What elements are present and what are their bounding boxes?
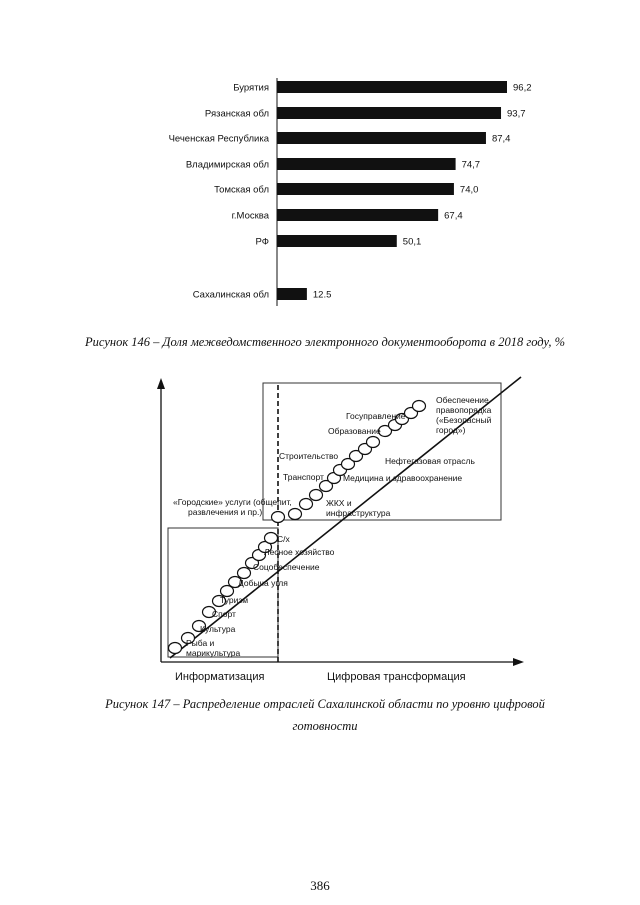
label-pravoporyadok-3: («Безопасный: [436, 415, 492, 425]
axis-label-informatization: Информатизация: [175, 671, 265, 683]
maturity-circle: [367, 437, 380, 448]
bar-category-label: Владимирская обл: [185, 159, 269, 171]
bar-category-label: Бурятия: [233, 82, 269, 94]
label-gorod-2: развлечения и пр.): [188, 507, 263, 517]
maturity-circles: [169, 401, 426, 654]
bar-value-label: 96,2: [513, 82, 532, 94]
bar-category-label: Чеченская Республика: [168, 133, 269, 145]
maturity-circle: [300, 499, 313, 510]
bar-category-label: Сахалинская обл: [192, 289, 269, 301]
maturity-circle: [265, 533, 278, 544]
bar-value-label: 67,4: [444, 210, 463, 222]
label-kultura: Культура: [200, 624, 236, 634]
label-stroitelstvo: Строительство: [279, 451, 339, 461]
label-sport: Спорт: [212, 609, 236, 619]
bar-category-label: Томская обл: [214, 184, 269, 196]
label-pravoporyadok-1: Обеспечение: [436, 395, 489, 405]
label-neftegaz: Нефтегазовая отрасль: [385, 456, 475, 466]
label-zhkh-2: инфраструктура: [326, 508, 391, 518]
label-pravoporyadok-2: правопорядка: [436, 405, 492, 415]
label-sx: С/х: [277, 534, 290, 544]
bar-value-label: 93,7: [507, 108, 526, 120]
bar-value-label: 74,0: [459, 184, 479, 196]
maturity-circle: [169, 643, 182, 654]
label-socob: Соцобеспечение: [253, 562, 320, 572]
bar-value-label: 12.5: [312, 289, 332, 301]
maturity-circle: [272, 512, 285, 523]
label-dobycha: Добыча угля: [238, 578, 288, 588]
bar-category-label: РФ: [255, 236, 269, 248]
maturity-circle: [310, 490, 323, 501]
label-les: Лесное хозяйство: [264, 547, 335, 557]
label-obrazovanie: Образование: [328, 426, 381, 436]
label-zhkh-1: ЖКХ и: [326, 498, 352, 508]
figure-147-caption-line-1: Рисунок 147 – Распределение отраслей Сахалинской области по уровню цифровой: [105, 697, 545, 711]
label-gorod-1: «Городские» услуги (общепит,: [173, 497, 292, 507]
figure-146-caption: Рисунок 146 – Доля межведомственного электронного документооборота в 2018 году, %: [84, 335, 566, 349]
bar-category-label: г.Москва: [231, 210, 269, 222]
bar-category-label: Рязанская обл: [204, 108, 269, 120]
figure-147-caption-line-2: готовности: [292, 719, 358, 733]
page-number: 386: [310, 878, 330, 893]
label-pravoporyadok-4: город»): [436, 425, 466, 435]
label-ryba-1: Рыба и: [186, 638, 215, 648]
label-gosupravlenie: Госуправление: [346, 411, 406, 421]
axis-label-transformation: Цифровая трансформация: [327, 671, 466, 683]
bar-value-label: 74,7: [461, 159, 481, 171]
label-ryba-2: марикультура: [186, 648, 241, 658]
bar-value-label: 50,1: [402, 236, 422, 248]
label-transport: Транспорт: [283, 472, 324, 482]
maturity-circle: [238, 568, 251, 579]
bar-value-label: 87,4: [491, 133, 511, 145]
label-medicina: Медицина и здравоохранение: [343, 473, 463, 483]
maturity-circle: [289, 509, 302, 520]
maturity-circle: [413, 401, 426, 412]
label-turizm: Туризм: [220, 595, 249, 605]
